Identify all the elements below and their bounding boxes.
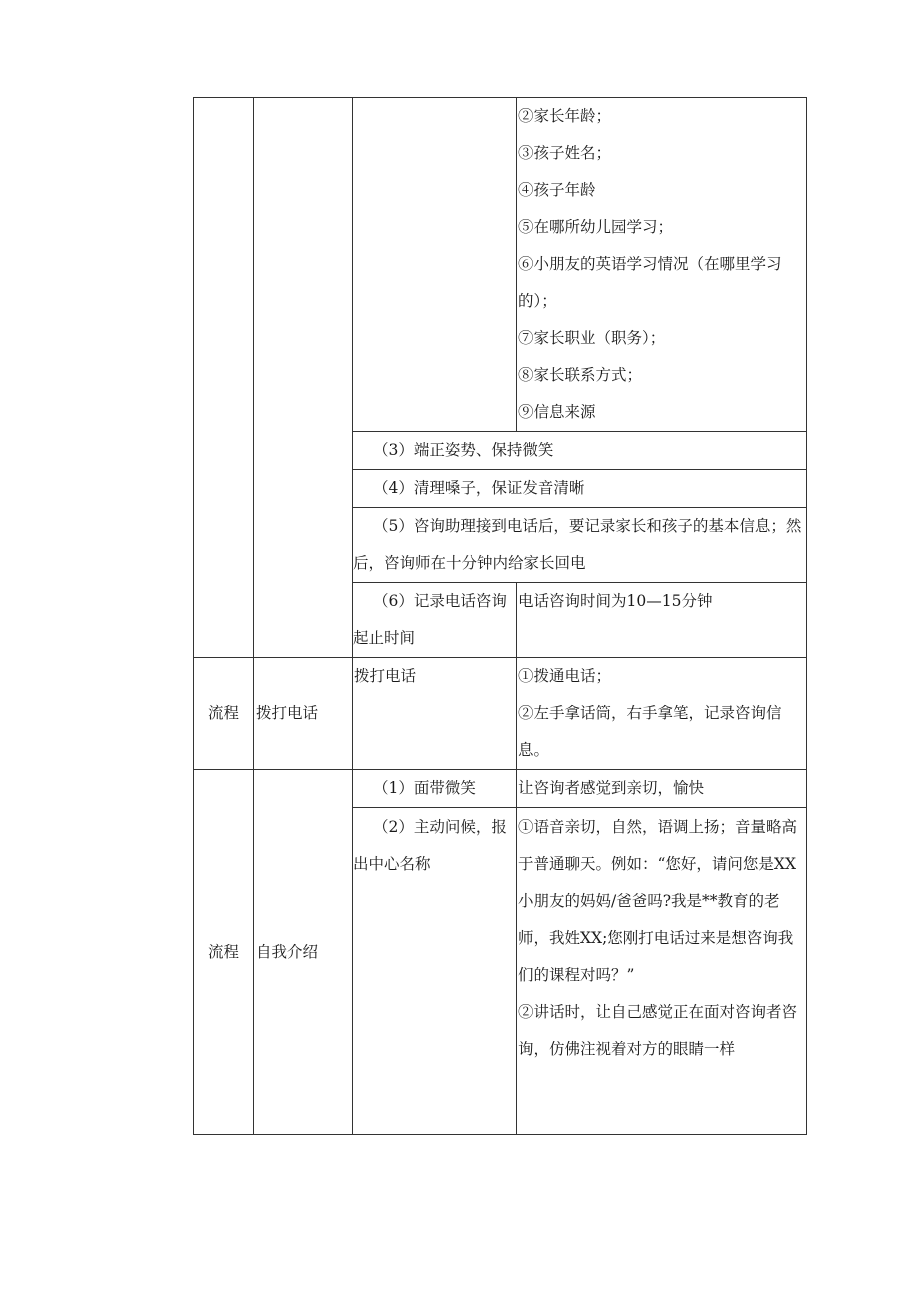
list-item: ⑨信息来源 [518, 403, 596, 421]
list-item: ③孩子姓名； [518, 144, 612, 162]
section-label-cell [194, 98, 254, 658]
step-cell [353, 98, 517, 432]
step-5-text: （5）咨询助理接到电话后，要记录家长和孩子的基本信息；然后，咨询师在十分钟内给家长回电 [353, 517, 802, 572]
step-6-text: （6）记录电话咨询起止时间 [353, 592, 507, 647]
step-3-text: （3）端正姿势、保持微笑 [373, 441, 554, 459]
step-6-detail-cell [517, 583, 807, 658]
table-row [194, 98, 807, 432]
list-item: ⑧家长联系方式； [518, 366, 643, 384]
step-3-cell [353, 432, 807, 470]
section-name: 自我介绍 [256, 942, 319, 961]
process-table [193, 97, 807, 1135]
step-1-text: （1）面带微笑 [373, 779, 476, 797]
step-cell [353, 658, 517, 770]
list-item: ②讲话时，让自己感觉正在面对咨询者咨询，仿佛注视着对方的眼睛一样 [518, 1003, 798, 1058]
section-label-cell [194, 770, 254, 1135]
call-details [517, 658, 806, 769]
info-list [517, 98, 806, 431]
list-item: ⑦家长职业（职务）； [518, 329, 666, 347]
step-6-cell [353, 583, 517, 658]
section-name: 拨打电话 [256, 704, 319, 722]
step-4-text: （4）清理嗓子，保证发音清晰 [373, 479, 585, 497]
step-2-cell [353, 808, 517, 1135]
list-item: ⑤在哪所幼儿园学习； [518, 218, 674, 236]
section-name-cell [254, 658, 353, 770]
table-row [194, 658, 807, 770]
call-step-text: 拨打电话 [354, 667, 417, 685]
info-list-cell [517, 98, 807, 432]
step-5-cell [353, 508, 807, 583]
step-4-cell [353, 470, 807, 508]
list-item: ⑥小朋友的英语学习情况（在哪里学习的）； [518, 255, 782, 310]
table-row [194, 770, 807, 808]
step-1-cell [353, 770, 517, 808]
section-label: 流程 [207, 942, 239, 961]
list-item: ②家长年龄； [518, 107, 612, 125]
step-6-detail: 电话咨询时间为10—15分钟 [518, 592, 713, 610]
step-1-detail-cell [517, 770, 807, 808]
list-item: ①语音亲切，自然，语调上扬；音量略高于普通聊天。例如：“您好，请问您是XX小朋友的妈妈/爸爸吗?我是**教育的老师，我姓XX;您刚打电话过来是想咨询我们的课程对吗？” [518, 818, 798, 984]
detail-cell [517, 658, 807, 770]
list-item: ④孩子年龄 [518, 181, 596, 199]
step-2-text: （2）主动问候，报出中心名称 [353, 818, 507, 873]
step-2-detail-cell [517, 808, 807, 1135]
step-1-detail: 让咨询者感觉到亲切，愉快 [518, 779, 705, 797]
step-2-details [517, 808, 806, 1068]
section-label-cell [194, 658, 254, 770]
section-label: 流程 [207, 704, 239, 722]
section-name-cell [254, 98, 353, 658]
list-item: ①拨通电话； [518, 667, 612, 685]
list-item: ②左手拿话筒，右手拿笔，记录咨询信息。 [518, 704, 782, 759]
section-name-cell [254, 770, 353, 1135]
